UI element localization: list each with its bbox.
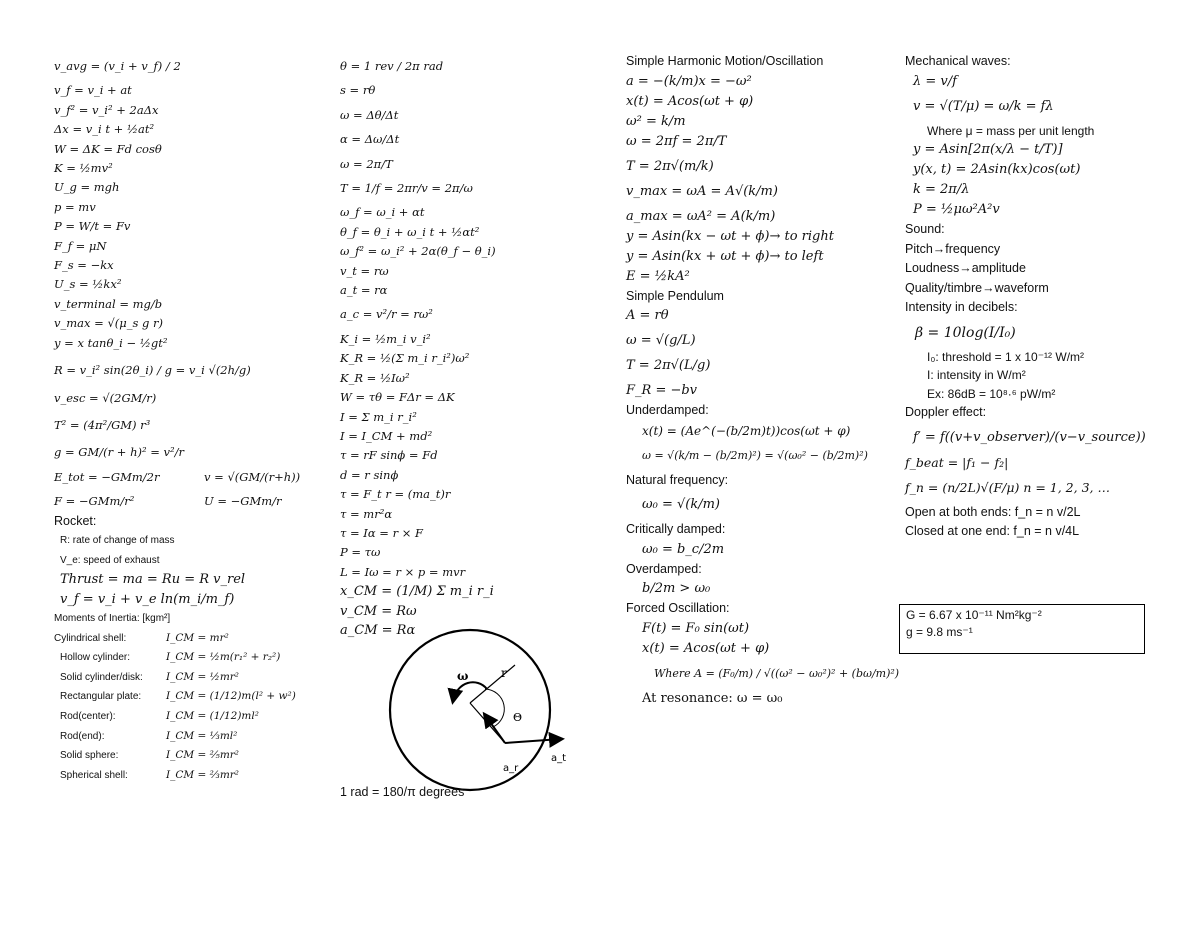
formula: W = τθ = FΔr = ΔK: [340, 390, 455, 405]
omega-label: ω: [457, 669, 469, 683]
formula: τ = rF sinϕ = Fd: [340, 448, 438, 463]
escape-velocity-formula: v_esc = √(2GM/r): [54, 390, 157, 405]
at-label: a_t: [551, 753, 567, 764]
formula: v_max = √(μ_s g r): [54, 316, 164, 331]
formula: y = x tanθ_i − ½gt²: [54, 335, 168, 350]
formula: U_g = mgh: [54, 180, 120, 195]
formula: I = Σ m_i r_i²: [340, 409, 417, 424]
moi-name: Cylindrical shell:: [54, 632, 127, 644]
formula: a = −(k/m)x = −ω²: [626, 73, 752, 89]
kinematics-formulas: [54, 57, 316, 353]
formula: v_max = ωA = A√(k/m): [626, 183, 778, 199]
formula: v_CM = Rω: [340, 603, 417, 619]
moi-name: Hollow cylinder:: [60, 652, 131, 664]
formula: y(x, t) = 2Asin(kx)cos(ωt): [913, 162, 1081, 177]
rocket-note: V_e: speed of exhaust: [60, 554, 160, 566]
formula: a_CM = Rα: [340, 622, 416, 638]
decibel-formula: β = 10log(I/I₀): [915, 324, 1016, 341]
formula: k = 2π/λ: [913, 182, 970, 197]
gravity-acceleration: g = 9.8 ms⁻¹: [906, 625, 973, 639]
ar-label: a_r: [503, 763, 519, 774]
formula: v = √(T/μ) = ω/k = fλ: [913, 98, 1054, 114]
closed-end-formula: Closed at one end: f_n = n v/4L: [905, 524, 1080, 538]
gravitational-force-row: [54, 492, 316, 511]
formula: f′ = f((v+v_observer)/(v−v_source)): [913, 429, 1146, 445]
intensity-heading: Intensity in decibels:: [905, 300, 1018, 314]
formula: τ = mr²α: [340, 506, 393, 521]
formula: a_c = v²/r = rω²: [340, 307, 433, 322]
moi-row: [54, 707, 316, 727]
formula: v = √(GM/(r+h)): [204, 469, 301, 484]
formula: x(t) = Acos(ωt + φ): [626, 93, 754, 109]
formula: ω = √(g/L): [626, 333, 696, 348]
omega-arrow: [453, 682, 487, 701]
formula: ω = 2πf = 2π/T: [626, 133, 727, 149]
formula: b/2m > ω₀: [642, 581, 711, 596]
formula: U_s = ½kx²: [54, 277, 122, 292]
pendulum-heading: Simple Pendulum: [626, 288, 724, 303]
formula: α = Δω/Δt: [340, 132, 400, 147]
formula: U = −GMm/r: [204, 494, 282, 509]
formula: y = Asin[2π(x/λ − t/T)]: [913, 142, 1063, 157]
formula: A = rθ: [626, 308, 669, 323]
wave-right-formula: y = Asin(kx − ωt + ϕ)→ to right: [626, 228, 834, 244]
formula: ω₀ = b_c/2m: [642, 541, 725, 557]
formula: v_avg = (v_i + v_f) / 2: [54, 59, 181, 73]
formula: K_i = ½m_i v_i²: [340, 331, 431, 346]
formula: x(t) = Acos(ωt + φ): [642, 640, 770, 656]
natural-frequency-heading: Natural frequency:: [626, 472, 729, 487]
moi-formula: I_CM = mr²: [166, 631, 229, 644]
moi-name: Rod(center):: [60, 711, 116, 722]
underdamped-heading: Underdamped:: [626, 403, 709, 417]
formula: f_n = (n/2L)√(F/μ) n = 1, 2, 3, …: [905, 479, 1110, 495]
formula: K_R = ½(Σ m_i r_i²)ω²: [340, 351, 470, 366]
kepler-formula: T² = (4π²/GM) r³: [54, 417, 151, 432]
moi-row: [54, 668, 316, 688]
overdamped-heading: Overdamped:: [626, 561, 702, 576]
theta-label: Θ: [513, 711, 523, 724]
moi-row: [54, 766, 316, 786]
resonance-formula: At resonance: ω = ω₀: [642, 690, 783, 706]
formula: ω² = k/m: [626, 113, 686, 129]
moi-row: [54, 727, 316, 747]
moi-name: Spherical shell:: [60, 769, 128, 781]
moi-name: Solid cylinder/disk:: [60, 671, 143, 683]
intensity-note: Ex: 86dB = 10⁸·⁶ pW/m²: [927, 386, 1056, 401]
formula: E_tot = −GMm/2r: [54, 469, 160, 484]
range-formula: R = v_i² sin(2θ_i) / g = v_i √(2h/g): [54, 363, 251, 378]
critically-damped-heading: Critically damped:: [626, 522, 726, 536]
shm-heading: Simple Harmonic Motion/Oscillation: [626, 54, 824, 68]
formula: W = ΔK = Fd cosθ: [54, 141, 162, 156]
formula: ω = √(k/m − (b/2m)²) = √(ω₀² − (b/2m)²): [642, 448, 868, 462]
rocket-equation: v_f = v_i + v_e ln(m_i/m_f): [60, 591, 235, 607]
formula: p = mv: [54, 199, 96, 214]
formula: P = W/t = Fv: [54, 219, 131, 234]
disk-outline: [390, 630, 550, 790]
formula: K_R = ½Iω²: [340, 370, 410, 385]
formula: ω_f² = ω_i² + 2α(θ_f − θ_i): [340, 244, 496, 259]
formula: F_R = −bv: [626, 383, 698, 398]
rotating-disk-diagram: [385, 625, 575, 795]
formula: v_f = v_i + at: [54, 83, 132, 98]
moi-formula: I_CM = ⅖mr²: [166, 749, 240, 762]
moi-row: [54, 687, 316, 707]
formula: θ = 1 rev / 2π rad: [340, 59, 444, 73]
formula: v_f² = v_i² + 2aΔx: [54, 102, 159, 117]
moi-heading: Moments of Inertia: [kgm²]: [54, 613, 171, 625]
thrust-formula: Thrust = ma = Ru = R v_rel: [60, 572, 246, 588]
rocket-note: R: rate of change of mass: [60, 535, 175, 547]
intensity-note: I₀: threshold = 1 x 10⁻¹² W/m²: [927, 349, 1085, 364]
formula: d = r sinϕ: [340, 467, 399, 482]
formula: ω_f = ω_i + αt: [340, 205, 425, 220]
formula: a_t = rα: [340, 283, 388, 298]
moi-row: [54, 746, 316, 766]
formula: Where A = (F₀/m) / √((ω² − ω₀²)² + (bω/m)²): [654, 666, 900, 680]
formula: K = ½mv²: [54, 161, 113, 176]
moi-formula: I_CM = ⅔mr²: [166, 768, 240, 781]
formula: τ = Iα = r × F: [340, 525, 423, 540]
formula: F_s = −kx: [54, 258, 114, 273]
gravitational-constant: G = 6.67 x 10⁻¹¹ Nm²kg⁻²: [906, 608, 1042, 622]
radius-line: [470, 665, 515, 703]
formula: T = 2π√(m/k): [626, 158, 714, 174]
formula: L = Iω = r × p = mvr: [340, 564, 466, 579]
formula: ω₀ = √(k/m): [642, 497, 720, 512]
open-ends-formula: Open at both ends: f_n = n v/2L: [905, 504, 1081, 519]
moi-formula: I_CM = ⅓ml²: [166, 729, 238, 742]
column-mechanics: [54, 52, 316, 785]
moi-row: [54, 648, 316, 668]
formula: P = ½μω²A²v: [913, 202, 1000, 217]
column-rotation: [340, 52, 610, 640]
formula: v_terminal = mg/b: [54, 296, 163, 311]
moi-name: Rectangular plate:: [60, 691, 142, 703]
theta-arc: [485, 689, 504, 727]
moi-formula: I_CM = ½mr²: [166, 670, 240, 683]
intensity-note: I: intensity in W/m²: [927, 368, 1026, 382]
formula: T = 1/f = 2πr/v = 2π/ω: [340, 181, 473, 196]
formula: P = τω: [340, 545, 381, 560]
moi-formula: I_CM = (1/12)m(l² + w²): [166, 690, 296, 703]
formula: f_beat = |f₁ − f₂|: [905, 454, 1009, 470]
sound-item: Pitch→frequency: [905, 241, 1001, 256]
moi-formula: I_CM = (1/12)ml²: [166, 710, 259, 722]
doppler-heading: Doppler effect:: [905, 405, 987, 419]
moi-name: Rod(end):: [60, 730, 105, 742]
formula: λ = v/f: [913, 73, 957, 89]
wave-left-formula: y = Asin(kx + ωt + ϕ)→ to left: [626, 248, 824, 264]
formula: τ = F_t r = (ma_t)r: [340, 487, 451, 502]
sound-item: Quality/timbre→waveform: [905, 280, 1049, 295]
energy-formula: E = ½kA²: [626, 268, 690, 284]
mechanical-waves-heading: Mechanical waves:: [905, 54, 1011, 68]
formula: x(t) = (Ae^(−(b/2m)t))cos(ωt + φ): [642, 423, 851, 438]
mu-note: Where μ = mass per unit length: [927, 123, 1095, 138]
formula: ω = 2π/T: [340, 156, 393, 171]
formula: x_CM = (1/M) Σ m_i r_i: [340, 584, 494, 600]
tangential-acceleration-arrow: [505, 739, 561, 743]
moi-name: Solid sphere:: [60, 750, 119, 762]
formula: θ_f = θ_i + ω_i t + ½αt²: [340, 224, 480, 239]
formula: v_t = rω: [340, 263, 389, 278]
formula: T = 2π√(L/g): [626, 358, 711, 373]
formula: ω = Δθ/Δt: [340, 107, 399, 122]
formula: F = −GMm/r²: [54, 494, 135, 509]
moi-row: [54, 629, 316, 649]
radius-label: r: [501, 666, 507, 680]
orbital-energy-row: [54, 468, 316, 487]
constants-box: [899, 604, 1145, 654]
rocket-heading: Rocket:: [54, 513, 97, 528]
sound-item: Loudness→amplitude: [905, 261, 1026, 275]
formula: s = rθ: [340, 83, 376, 98]
formula: F(t) = F₀ sin(ωt): [642, 620, 750, 636]
column-oscillation: [626, 52, 900, 709]
sound-heading: Sound:: [905, 222, 945, 236]
formula: Δx = v_i t + ½at²: [54, 122, 155, 137]
gravity-formula: g = GM/(r + h)² = v²/r: [54, 445, 185, 460]
formula: I = I_CM + md²: [340, 428, 433, 443]
formula: a_max = ωA² = A(k/m): [626, 208, 776, 224]
forced-oscillation-heading: Forced Oscillation:: [626, 601, 730, 615]
moi-formula: I_CM = ½m(r₁² + r₂²): [166, 651, 281, 664]
formula: F_f = μN: [54, 238, 107, 253]
radian-conversion: 1 rad = 180/π degrees: [340, 785, 465, 799]
column-waves-sound: [905, 52, 1195, 542]
